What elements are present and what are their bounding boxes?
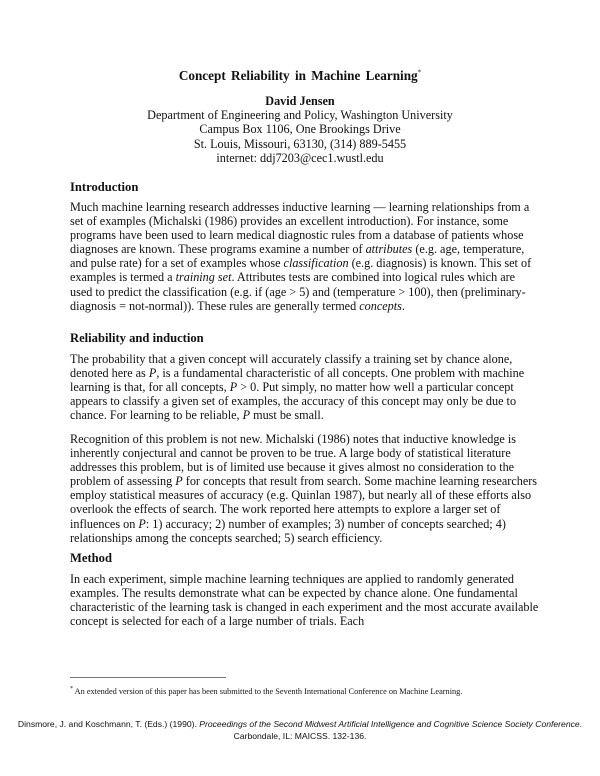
rel2-text-1: Recognition of this problem is not new. Michalski (1986) notes that inductive knowledge is inherently conjectural and cannot be proven to be true. A large body of statistical literature addresses this problem, but is of limited use because it gives almost no consideration to the problem of assessing bbox=[70, 432, 517, 489]
author-address-line1: Campus Box 1106, One Brookings Drive bbox=[199, 122, 401, 137]
intro-text-2: (e.g. age, temperature, and pulse rate) for a set of examples whose bbox=[70, 242, 525, 271]
introduction-heading: Introduction bbox=[70, 180, 139, 194]
rel2-symbol-p: P bbox=[138, 516, 146, 531]
reliability-heading: Reliability and induction bbox=[70, 331, 204, 345]
rel1-symbol-p: P bbox=[242, 408, 251, 423]
author-address-line2: St. Louis, Missouri, 63130, (314) 889-5455 bbox=[193, 136, 407, 151]
intro-term-training-set: training set bbox=[175, 270, 232, 285]
footnote-mark: * bbox=[70, 686, 73, 692]
title-text: Concept Reliability in Machine Learning bbox=[178, 68, 418, 83]
intro-term-concepts: concepts bbox=[359, 298, 402, 313]
intro-text-5: . bbox=[401, 298, 405, 313]
citation-editors: Dinsmore, J. and Koschmann, T. (Eds.) (1990). bbox=[17, 719, 200, 729]
reliability-paragraph-1 bbox=[70, 352, 540, 422]
rel2-text-2: for concepts that result from search. Some machine learning researchers employ statistical measures of accuracy (e.g. Quinlan 1987), but nearly all of these efforts also overlook the effects of search. The work reported here attempts to explore a larger set of influences on bbox=[70, 474, 538, 531]
rel1-text-2: , is a fundamental characteristic of all concepts. One problem with machine learning is that, for all concepts, bbox=[70, 366, 525, 395]
rel1-symbol-p: P bbox=[229, 380, 238, 395]
method-heading: Method bbox=[70, 551, 112, 565]
citation-proceedings-title: Proceedings of the Second Midwest Artificial Intelligence and Cognitive Science Society Conference bbox=[199, 719, 580, 729]
paper-title bbox=[0, 68, 600, 84]
intro-term-attributes: attributes bbox=[365, 242, 413, 257]
intro-text-4: . Attributes tests are combined into logical rules which are used to predict the classification (e.g. if (age > 5) and (temperature > 100), then (preliminary-diagnosis = not-normal)). These rules are generally termed bbox=[70, 270, 526, 313]
proceedings-citation bbox=[0, 719, 600, 742]
introduction-paragraph bbox=[70, 200, 540, 313]
footnote bbox=[70, 684, 540, 697]
author-department: Department of Engineering and Policy, Washington University bbox=[147, 108, 453, 123]
footnote-divider bbox=[70, 677, 226, 678]
intro-text-1: Much machine learning research addresses inductive learning — learning relationships from a set of examples (Michalski (1986) provides an excellent introduction). For instance, some programs have been used to learn medical diagnostic rules from a database of patients whose diagnoses are known. These programs examine a number of bbox=[70, 200, 530, 257]
footnote-text: An extended version of this paper has been submitted to the Seventh International Conference on Machine Learning. bbox=[73, 686, 463, 696]
rel2-text-3: : 1) accuracy; 2) number of examples; 3) number of concepts searched; 4) relationships among the concepts searched; 5) search efficiency. bbox=[70, 516, 506, 545]
title-footnote-mark: * bbox=[417, 68, 422, 77]
author-block bbox=[0, 94, 600, 165]
citation-publisher: . Carbondale, IL: MAICSS. 132-136. bbox=[233, 719, 583, 741]
rel1-symbol-p: P bbox=[148, 366, 157, 381]
intro-term-classification: classification bbox=[283, 256, 349, 271]
rel2-symbol-p: P bbox=[175, 474, 183, 489]
rel1-text-3: > 0. Put simply, no matter how well a particular concept appears to classify a given set of examples, the accuracy of this concept may only be due to chance. For learning to be reliable, bbox=[70, 380, 517, 423]
author-email: internet: ddj7203@cec1.wustl.edu bbox=[216, 150, 384, 165]
reliability-paragraph-2 bbox=[70, 432, 540, 545]
method-paragraph: In each experiment, simple machine learning techniques are applied to randomly generated examples. The results demonstrate what can be expected by chance alone. One fundamental characteristic of the learning task is changed in each experiment and the most accurate available concept is selected for each of a large number of trials. Each bbox=[70, 572, 539, 629]
rel1-text-4: must be small. bbox=[250, 408, 324, 423]
author-name: David Jensen bbox=[265, 94, 335, 108]
intro-text-3: (e.g. diagnosis) is known. This set of examples is termed a bbox=[70, 256, 532, 285]
rel1-text-1: The probability that a given concept will accurately classify a training set by chance alone, denoted here as bbox=[70, 352, 513, 381]
